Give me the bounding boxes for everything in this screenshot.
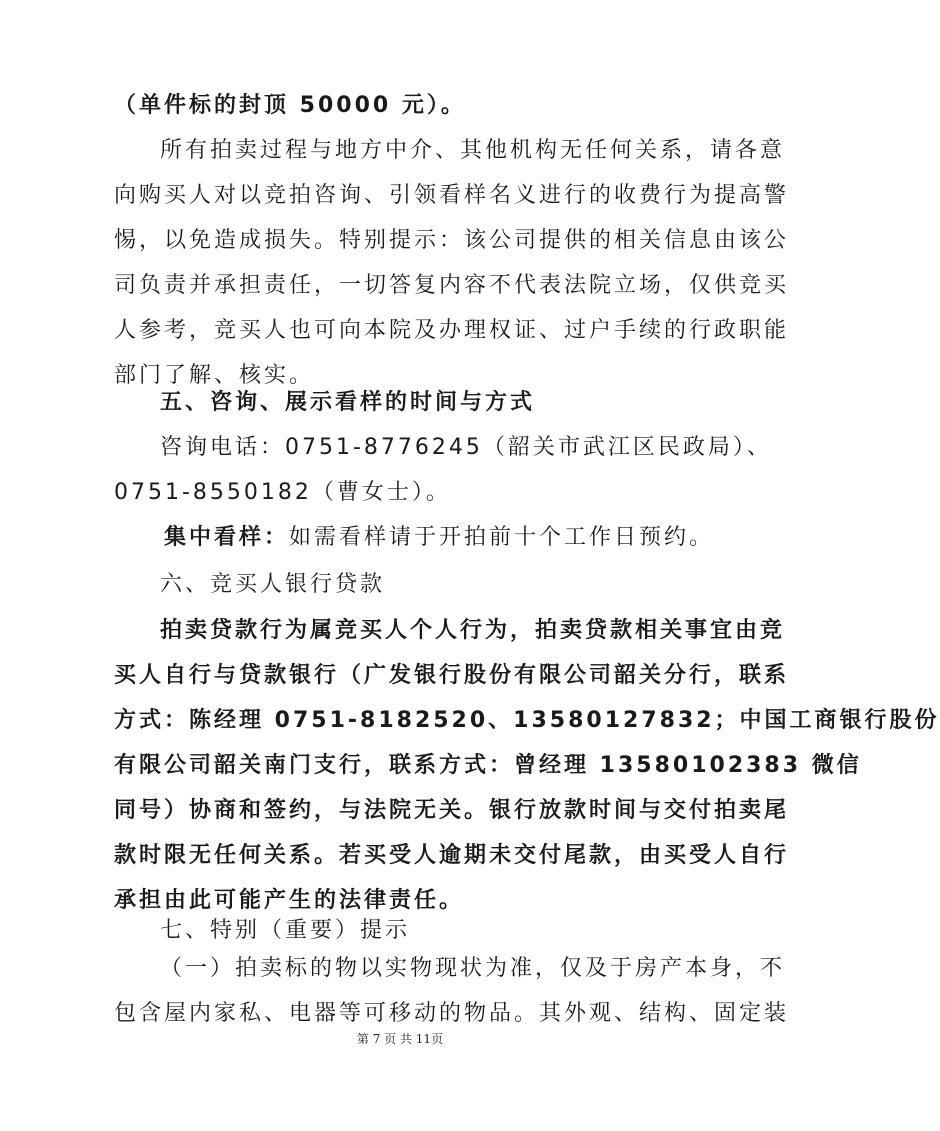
paragraph-special-notice [114,946,790,1036]
text-line: 所有拍卖过程与地方中介、其他机构无任何关系，请各意 [160,138,786,163]
text-line: 包含屋内家私、电器等可移动的物品。其外观、结构、固定装 [114,1001,790,1026]
text-line: 司负责并承担责任，一切答复内容不代表法院立场，仅供竞买 [114,273,790,298]
text-line: 有限公司韶关南门支行，联系方式：曾经理 13580102383 微信 [114,753,862,778]
page-footer: 第 7 页 共 11页 [356,1032,444,1046]
text-line: 人参考，竞买人也可向本院及办理权证、过户手续的行政职能 [114,318,790,343]
text-line: 款时限无任何关系。若买受人逾期未交付尾款，由买受人自行 [114,843,790,868]
heading-text: 五、咨询、展示看样的时间与方式 [160,390,536,415]
text-line: 部门了解、核实。 [114,363,315,388]
paragraph-bank-loan [114,608,940,923]
text-line: 买人自行与贷款银行（广发银行股份有限公司韶关分行，联系 [114,663,790,688]
paragraph-viewing [114,515,714,560]
text-line: 拍卖贷款行为属竞买人个人行为，拍卖贷款相关事宜由竞 [160,618,786,643]
paragraph-cap-note [114,83,714,128]
text-line [164,515,714,560]
section-heading-6 [114,562,714,607]
text-line: 同号）协商和签约，与法院无关。银行放款时间与交付拍卖尾 [114,798,790,823]
text-line: 方式：陈经理 0751-8182520、13580127832；中国工商银行股份 [114,708,940,733]
text-line: （单件标的封顶 50000 元）。 [114,93,466,118]
heading-text: 七、特别（重要）提示 [160,918,411,943]
paragraph-contact [114,425,772,515]
viewing-label: 集中看样： [164,525,290,550]
section-heading-5 [114,380,714,425]
text-line: 承担由此可能产生的法律责任。 [114,888,465,913]
text-line: 惕，以免造成损失。特别提示：该公司提供的相关信息由该公 [114,228,790,253]
viewing-text: 如需看样请于开拍前十个工作日预约。 [289,525,715,550]
paragraph-auction-notice [114,128,790,398]
text-line: 0751-8550182（曹女士）。 [114,480,451,505]
text-line: 向购买人对以竞拍咨询、引领看样名义进行的收费行为提高警 [114,183,790,208]
heading-text: 六、竞买人银行贷款 [160,572,386,597]
text-line: （一）拍卖标的物以实物现状为准，仅及于房产本身，不 [160,956,786,981]
text-line: 咨询电话：0751-8776245（韶关市武江区民政局）、 [160,435,772,460]
